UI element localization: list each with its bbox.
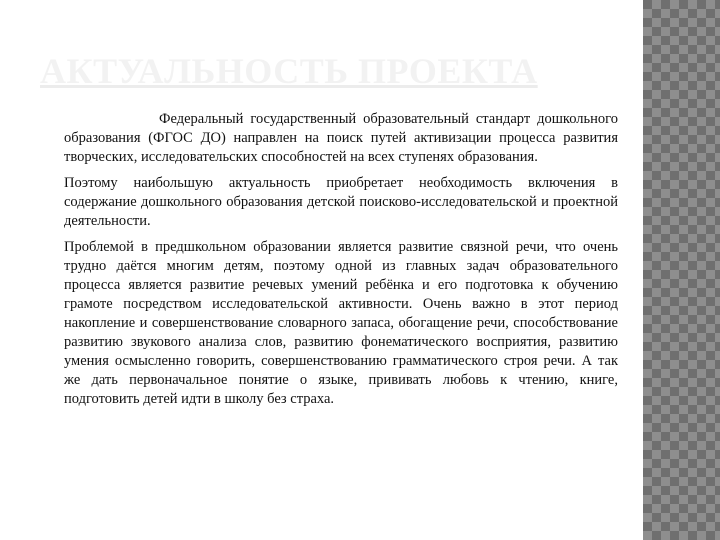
paragraph-fgos: Федеральный государственный образовательный стандарт дошкольного образования (ФГОС ДО) направлен на поиск путей активизации процесса развития творческих, исследовательских способностей на всех ступенях образования. xyxy=(64,111,618,165)
paragraph-problem: Проблемой в предшкольном образовании является развитие связной речи, что очень трудно даётся многим детям, поэтому одной из главных задач образовательного процесса является развитие речевых умений ребёнка и его подготовка к обучению грамоте посредством исследовательской активности. Очень важно в этот период накопление и совершенствование словарного запаса, обогащение речи, способствование развитию звукового анализа слов, развитию фонематического восприятия, развитию умения осмысленно говорить, совершенствованию грамматического строя речи. А так же дать первоначальное понятие о языке, прививать любовь к чтению, книге, подготовить детей идти в школу без страха. xyxy=(64,239,618,407)
slide-body xyxy=(64,110,618,416)
slide-title: АКТУАЛЬНОСТЬ ПРОЕКТА xyxy=(40,51,538,91)
paragraph-relevance: Поэтому наибольшую актуальность приобретает необходимость включения в содержание дошкольного образования детской поисково-исследовательской и проектной деятельности. xyxy=(64,175,618,229)
